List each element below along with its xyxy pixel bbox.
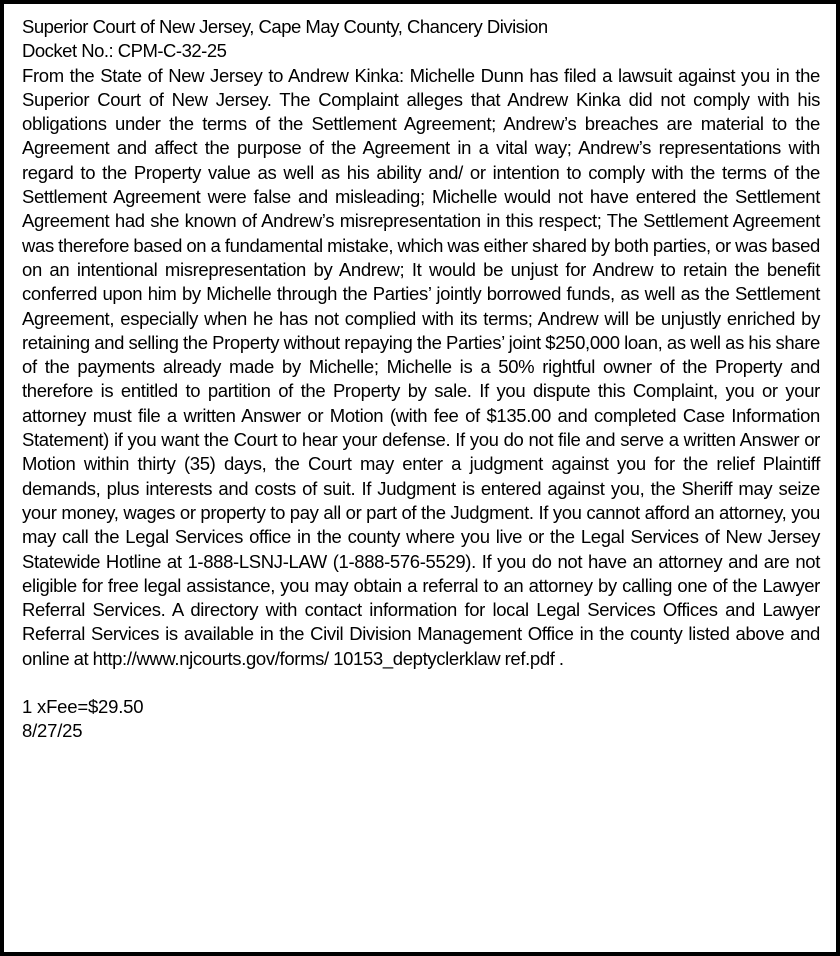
fee-line: 1 xFee=$29.50 [22,696,144,718]
docket-number: Docket No.: CPM-C-32-25 [22,40,227,62]
court-heading: Superior Court of New Jersey, Cape May County, Chancery Division [22,16,548,37]
blank-line [22,671,820,695]
publication-date: 8/27/25 [22,720,83,742]
notice-body: From the State of New Jersey to Andrew Kinka: Michelle Dunn has filed a lawsuit against you in the Superior Court of New Jersey. The Complaint alleges that Andrew Kinka did not comply with his obligations under the terms of the Settlement Agreement; Andrew’s breaches are material to the Agreement and affect the purpose of the Agreement in a vital way; Andrew’s representations with regard to the Property value as well as his ability and/ or intention to comply with the terms of the Settlement Agreement were false and misleading; Michelle would not have entered the Settlement Agreement had she known of Andrew’s misrepresentation in this respect; The Settlement Agreement was therefore based on a fundamental mistake, which was either shared by both parties, or was based on an intentional misrepresentation by Andrew; It would be unjust for Andrew to retain the benefit conferred upon him by Michelle through the Parties’ jointly borrowed funds, as well as the Settlement Agreement, especially when he has not complied with its terms; Andrew will be unjustly enriched by retaining and selling the Property without repaying the Parties’ joint $250,000 loan, as well as his share of the payments already made by Michelle; Michelle is a 50% rightful owner of the Property and therefore is entitled to partition of the Property by sale. If you dispute this Complaint, you or your attorney must file a written Answer or Motion (with fee of $135.00 and completed Case Information Statement) if you want the Court to hear your defense. If you do not file and serve a written Answer or Motion within thirty (35) days, the Court may enter a judgment against you for the relief Plaintiff demands, plus interests and costs of suit. If Judgment is entered against you, the Sheriff may seize your money, wages or property to pay all or part of the Judgment. If you cannot afford an attorney, you may call the Legal Services office in the county where you live or the Legal Services of New Jersey Statewide Hotline at 1-888-LSNJ-LAW (1-888-576-5529). If you do not have an attorney and are not eligible for free legal assistance, you may obtain a referral to an attorney by calling one of the Lawyer Referral Services. A directory with contact information for local Legal Services Offices and Lawyer Referral Services is available in the Civil Division Management Office in the county listed above and online at http://www.njcourts.gov/forms/ 10153_deptyclerklaw ref.pdf . [22,64,820,669]
